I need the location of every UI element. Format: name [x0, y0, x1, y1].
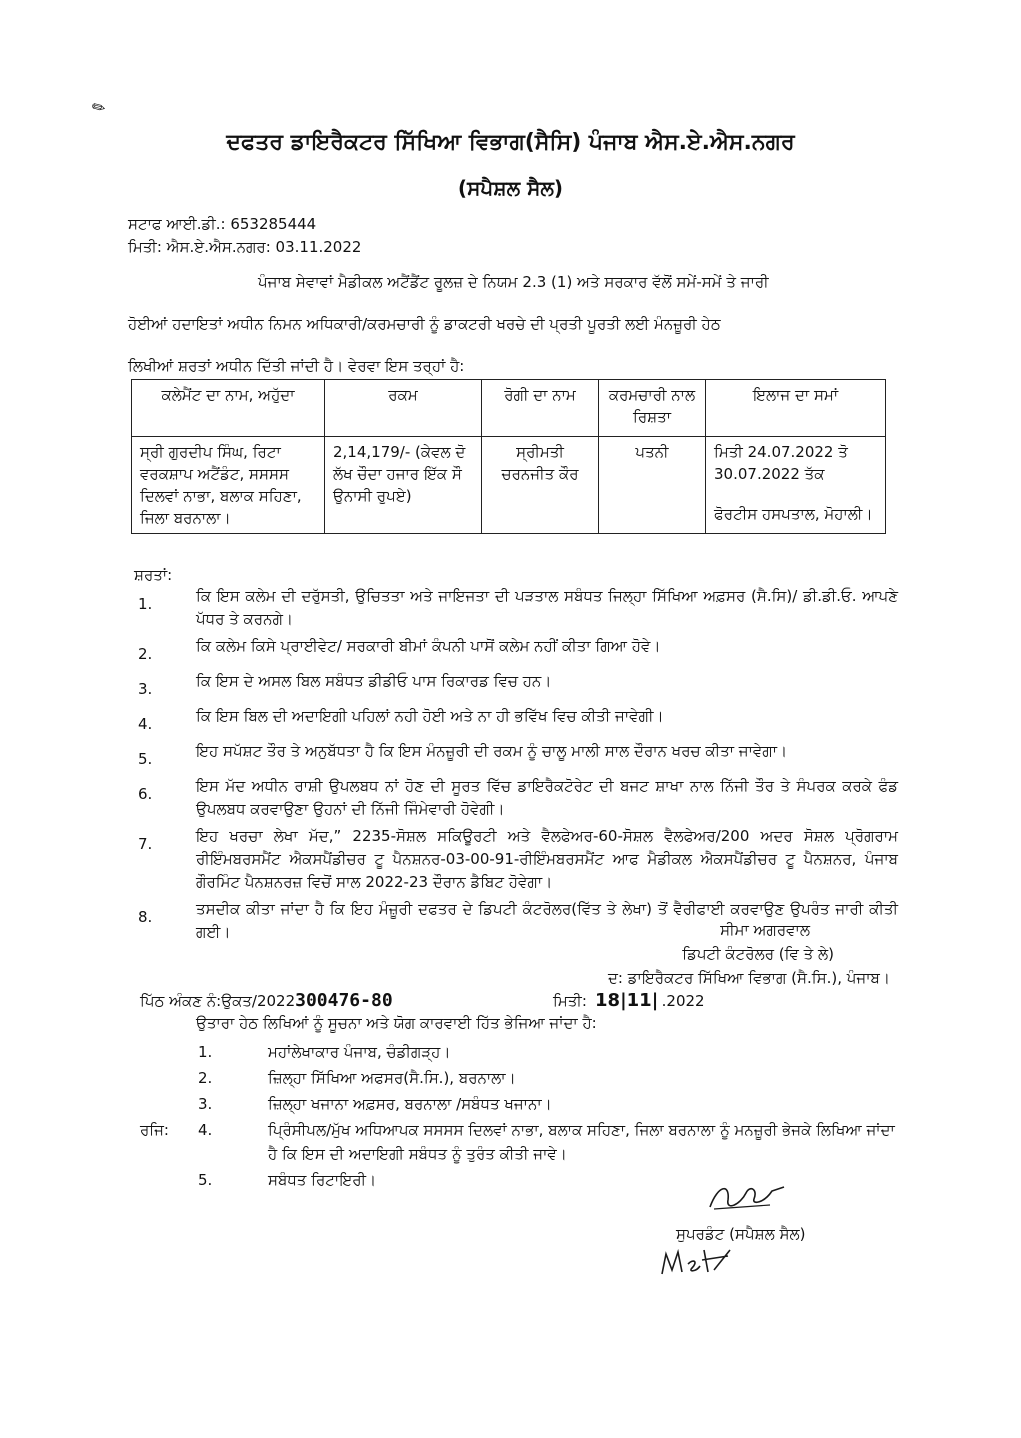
handwritten-initials [658, 1240, 738, 1280]
claim-table [131, 379, 886, 534]
signature-block-deputy-controller [560, 918, 890, 990]
condition-item [138, 825, 898, 894]
header-period: ਇਲਾਜ ਦਾ ਸਮਾਂ [706, 380, 886, 437]
intro-line-3: ਲਿਖੀਆਂ ਸ਼ਰਤਾਂ ਅਧੀਨ ਦਿੱਤੀ ਜਾਂਦੀ ਹੈ। ਵੇਰਵਾ ਇਸ ਤਰ੍ਹਾਂ ਹੈ: [128, 357, 465, 375]
intro-paragraph [128, 268, 898, 381]
condition-item [138, 740, 898, 771]
condition-item [138, 705, 898, 736]
copy-number: 4. [198, 1121, 213, 1139]
header-relation: ਕਰਮਚਾਰੀ ਨਾਲ ਰਿਸ਼ਤਾ [599, 380, 706, 437]
registered-label [140, 1066, 198, 1090]
copy-number: 2. [198, 1069, 213, 1087]
copy-recipients-list [140, 1040, 900, 1194]
superintendent-designation: ਸੁਪਰਡੰਟ (ਸਪੈਸ਼ਲ ਸੈਲ) [676, 1225, 806, 1243]
copy-recipient: ਜ਼ਿਲ੍ਹਾ ਸਿੱਖਿਆ ਅਫਸਰ(ਸੈ.ਸਿ.), ਬਰਨਾਲਾ। [268, 1069, 516, 1087]
copy-number: 5. [198, 1171, 213, 1189]
signatory-office: ਦ: ਡਾਇਰੈਕਟਰ ਸਿੱਖਿਆ ਵਿਭਾਗ (ਸੈ.ਸਿ.), ਪੰਜਾਬ। [607, 969, 890, 987]
condition-item [138, 585, 898, 631]
endorsement-date-label: ਮਿਤੀ: [553, 992, 587, 1010]
condition-text: ਇਸ ਮੱਦ ਅਧੀਨ ਰਾਸ਼ੀ ਉਪਲਬਧ ਨਾਂ ਹੋਣ ਦੀ ਸੂਰਤ ਵਿੱਚ ਡਾਇਰੈਕਟੋਰੇਟ ਦੀ ਬਜਟ ਸ਼ਾਖਾ ਨਾਲ ਨਿੱਜੀ ਤੌਰ ਤੇ ਸੰਪਰਕ ਕਰਕੇ ਫੰਡ ਉਪਲਬਧ ਕਰਵਾਉਣਾ ਉਹਨਾਂ ਦੀ ਨਿੱਜੀ ਜਿੰਮੇਵਾਰੀ ਹੋਵੇਗੀ। [196, 777, 898, 818]
condition-text: ਇਹ ਸਪੱਸ਼ਟ ਤੌਰ ਤੇ ਅਨੁਬੱਧਤਾ ਹੈ ਕਿ ਇਸ ਮੰਨਜ਼ੂਰੀ ਦੀ ਰਕਮ ਨੂੰ ਚਾਲੂ ਮਾਲੀ ਸਾਲ ਦੌਰਾਨ ਖਰਚ ਕੀਤਾ ਜਾਵੇਗਾ। [196, 742, 788, 760]
condition-item [138, 775, 898, 821]
cell-relation: ਪਤਨੀ [599, 437, 706, 534]
condition-number: 5. [138, 750, 153, 768]
copy-recipient: ਸਬੰਧਤ ਰਿਟਾਇਰੀ। [268, 1171, 377, 1189]
condition-item [138, 670, 898, 701]
copy-number: 1. [198, 1043, 213, 1061]
staff-id: ਸਟਾਫ ਆਈ.ਡੀ.: 653285444 [128, 215, 317, 233]
intro-line-2: ਹੋਈਆਂ ਹਦਾਇਤਾਂ ਅਧੀਨ ਨਿਮਨ ਅਧਿਕਾਰੀ/ਕਰਮਚਾਰੀ ਨੂੰ ਡਾਕਟਰੀ ਖਰਚੇ ਦੀ ਪ੍ਰਤੀ ਪੂਰਤੀ ਲਈ ਮੰਨਜ਼ੂਰੀ ਹੇਠ [128, 315, 721, 333]
endorsement-prefix: ਪਿੱਠ ਅੰਕਣ ਨੰ:ਉਕਤ/2022 [140, 992, 296, 1010]
condition-number: 1. [138, 595, 153, 613]
condition-item [138, 635, 898, 666]
endorsement-date-year: .2022 [661, 992, 705, 1010]
endorsement-handwritten-date: 18|11| [595, 990, 659, 1011]
list-item [140, 1092, 900, 1116]
treatment-dates: ਮਿਤੀ 24.07.2022 ਤੋ 30.07.2022 ਤੱਕ [714, 443, 848, 483]
office-title: ਦਫਤਰ ਡਾਇਰੈਕਟਰ ਸਿੱਖਿਆ ਵਿਭਾਗ(ਸੈਸਿ) ਪੰਜਾਬ ਐਸ.ਏ.ਐਸ.ਨਗਰ [226, 130, 795, 155]
list-item [140, 1118, 900, 1166]
pen-mark-icon: ✎ [88, 95, 110, 120]
cell-claimant: ਸ੍ਰੀ ਗੁਰਦੀਪ ਸਿੰਘ, ਰਿਟਾ ਵਰਕਸ਼ਾਪ ਅਟੈਂਡੰਟ, ਸਸਸਸ ਦਿਲਵਾਂ ਨਾਭਾ, ਬਲਾਕ ਸਹਿਣਾ, ਜਿਲਾ ਬਰਨਾਲਾ। [132, 437, 325, 534]
hospital-name: ਫੋਰਟੀਸ ਹਸਪਤਾਲ, ਮੋਹਾਲੀ। [714, 505, 873, 523]
copy-recipient: ਪ੍ਰਿੰਸੀਪਲ/ਮੁੱਖ ਅਧਿਆਪਕ ਸਸਸਸ ਦਿਲਵਾਂ ਨਾਭਾ, ਬਲਾਕ ਸਹਿਣਾ, ਜਿਲਾ ਬਰਨਾਲਾ ਨੂੰ ਮਨਜ਼ੂਰੀ ਭੇਜਕੇ ਲਿਖਿਆ ਜਾਂਦਾ ਹੈ ਕਿ ਇਸ ਦੀ ਅਦਾਇਗੀ ਸਬੰਧਤ ਨੂੰ ਤੁਰੰਤ ਕੀਤੀ ਜਾਵੇ। [268, 1121, 895, 1163]
intro-line-1: ਪੰਜਾਬ ਸੇਵਾਵਾਂ ਮੈਡੀਕਲ ਅਟੈਂਡੈਂਟ ਰੂਲਜ਼ ਦੇ ਨਿਯਮ 2.3 (1) ਅਤੇ ਸਰਕਾਰ ਵੱਲੋਂ ਸਮੇਂ-ਸਮੇਂ ਤੇ ਜਾਰੀ [258, 273, 769, 291]
condition-text: ਕਿ ਇਸ ਦੇ ਅਸਲ ਬਿਲ ਸਬੰਧਤ ਡੀਡੀਓ ਪਾਸ ਰਿਕਾਰਡ ਵਿਚ ਹਨ। [196, 672, 552, 690]
copy-recipient: ਜ਼ਿਲ੍ਹਾ ਖਜਾਨਾ ਅਫ਼ਸਰ, ਬਰਨਾਲਾ /ਸਬੰਧਤ ਖਜਾਨਾ। [268, 1095, 552, 1113]
condition-text: ਕਿ ਕਲੇਮ ਕਿਸੇ ਪ੍ਰਾਈਵੇਟ/ ਸਰਕਾਰੀ ਬੀਮਾਂ ਕੰਪਨੀ ਪਾਸੋਂ ਕਲੇਮ ਨਹੀਂ ਕੀਤਾ ਗਿਆ ਹੋਵੇ। [196, 637, 661, 655]
copy-forward-line: ਉਤਾਰਾ ਹੇਠ ਲਿਖਿਆਂ ਨੂੰ ਸੂਚਨਾ ਅਤੇ ਯੋਗ ਕਾਰਵਾਈ ਹਿੱਤ ਭੇਜਿਆ ਜਾਂਦਾ ਹੈ: [196, 1014, 597, 1032]
registered-label [140, 1168, 198, 1192]
cell-amount: 2,14,179/- (ਕੇਵਲ ਦੋ ਲੱਖ ਚੌਦਾ ਹਜਾਰ ਇੱਕ ਸੌ ਉਨਾਸੀ ਰੁਪਏ) [325, 437, 482, 534]
condition-number: 3. [138, 680, 153, 698]
registered-label [140, 1040, 198, 1064]
condition-number: 2. [138, 645, 153, 663]
conditions-list [138, 585, 898, 948]
registered-label [140, 1092, 198, 1116]
condition-number: 6. [138, 785, 153, 803]
condition-text: ਤਸਦੀਕ ਕੀਤਾ ਜਾਂਦਾ ਹੈ ਕਿ ਇਹ ਮੰਜ਼ੂਰੀ ਦਫਤਰ ਦੇ ਡਿਪਟੀ ਕੰਟਰੋਲਰ(ਵਿੱਤ ਤੇ ਲੇਖਾ) ਤੋਂ ਵੈਰੀਫਾਈ ਕਰਵਾਉਣ ਉਪਰੰਤ ਜਾਰੀ ਕੀਤੀ ਗਈ। [196, 900, 898, 941]
cell-period [706, 437, 886, 534]
condition-number: 8. [138, 908, 153, 926]
table-row [132, 437, 886, 534]
header-claimant: ਕਲੇਮੈਂਟ ਦਾ ਨਾਮ, ਅਹੁੱਦਾ [132, 380, 325, 437]
list-item [140, 1040, 900, 1064]
cell-title: (ਸਪੈਸ਼ਲ ਸੈਲ) [457, 176, 564, 200]
list-item [140, 1066, 900, 1090]
condition-text: ਇਹ ਖਰਚਾ ਲੇਖਾ ਮੱਦ,” 2235-ਸੋਸ਼ਲ ਸਕਿਊਰਟੀ ਅਤੇ ਵੈਲਫੇਅਰ-60-ਸੋਸ਼ਲ ਵੈਲਫੇਅਰ/200 ਅਦਰ ਸੋਸ਼ਲ ਪ੍ਰੋਗਰਾਮ ਰੀਇੰਮਬਰਸਮੈਂਟ ਐਕਸਪੈਂਡੀਚਰ ਟੂ ਪੈਨਸ਼ਨਰ-03-00-91-ਰੀਇੰਮਬਰਸਮੈਂਟ ਆਫ ਮੈਡੀਕਲ ਐਕਸਪੈਂਡੀਚਰ ਟੂ ਪੈਨਸ਼ਨਰ, ਪੰਜਾਬ ਗੌਰਮਿੰਟ ਪੈਨਸ਼ਨਰਜ਼ ਵਿਚੋਂ ਸਾਲ 2022-23 ਦੌਰਾਨ ਡੈਬਿਟ ਹੋਵੇਗਾ। [196, 827, 898, 891]
endorsement-handwritten-number: 300476-80 [295, 990, 393, 1011]
table-header-row [132, 380, 886, 437]
handwritten-signature [700, 1175, 790, 1220]
conditions-label: ਸ਼ਰਤਾਂ: [134, 566, 173, 584]
condition-text: ਕਿ ਇਸ ਬਿਲ ਦੀ ਅਦਾਇਗੀ ਪਹਿਲਾਂ ਨਹੀ ਹੋਈ ਅਤੇ ਨਾ ਹੀ ਭਵਿੱਖ ਵਿਚ ਕੀਤੀ ਜਾਵੇਗੀ। [196, 707, 664, 725]
registered-label: ਰਜਿ: [140, 1121, 169, 1139]
endorsement-line [140, 990, 393, 1011]
copy-recipient: ਮਹਾਂਲੇਖਾਕਾਰ ਪੰਜਾਬ, ਚੰਡੀਗੜ੍ਹ। [268, 1043, 451, 1061]
copy-number: 3. [198, 1095, 213, 1113]
condition-text: ਕਿ ਇਸ ਕਲੇਮ ਦੀ ਦਰੁੱਸਤੀ, ਉਚਿਤਤਾ ਅਤੇ ਜਾਇਜਤਾ ਦੀ ਪੜਤਾਲ ਸਬੰਧਤ ਜਿਲ੍ਹਾ ਸਿੱਖਿਆ ਅਫ਼ਸਰ (ਸੈ.ਸਿ)/ ਡੀ.ਡੀ.ਓ. ਆਪਣੇ ਪੱਧਰ ਤੇ ਕਰਨਗੇ। [196, 587, 898, 628]
signatory-designation: ਡਿਪਟੀ ਕੰਟਰੋਲਰ (ਵਿ ਤੇ ਲੇ) [682, 945, 834, 963]
header-patient: ਰੋਗੀ ਦਾ ਨਾਮ [482, 380, 599, 437]
endorsement-date [553, 990, 705, 1011]
issue-date: ਮਿਤੀ: ਐਸ.ਏ.ਐਸ.ਨਗਰ: 03.11.2022 [128, 238, 362, 256]
condition-number: 7. [138, 835, 153, 853]
signatory-name: ਸੀਮਾ ਅਗਰਵਾਲ [720, 921, 810, 939]
cell-patient: ਸ੍ਰੀਮਤੀ ਚਰਨਜੀਤ ਕੌਰ [482, 437, 599, 534]
condition-number: 4. [138, 715, 153, 733]
header-amount: ਰਕਮ [325, 380, 482, 437]
